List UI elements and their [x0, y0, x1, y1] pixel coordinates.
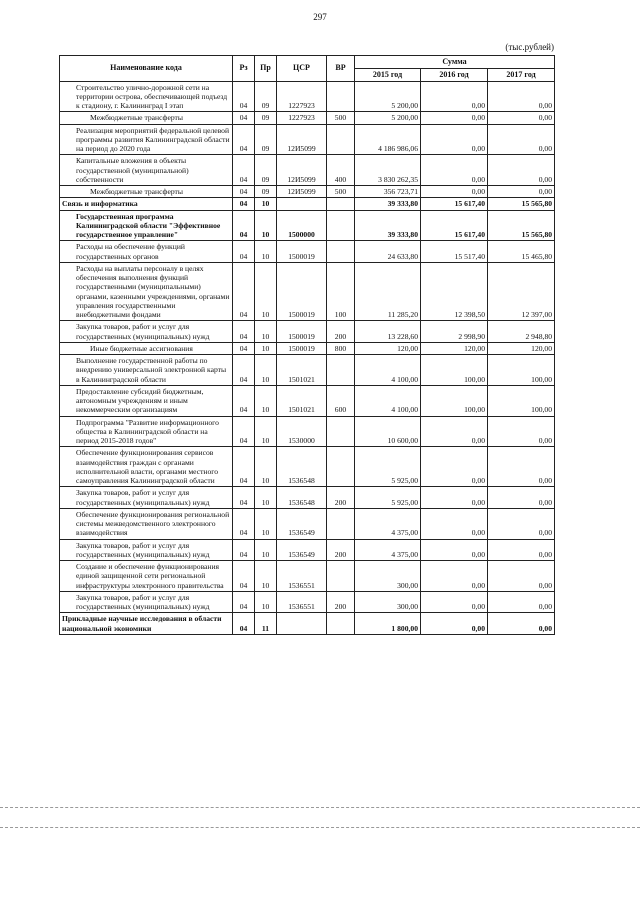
row-2015: 4 186 986,06 [355, 124, 421, 155]
row-pr: 10 [255, 198, 277, 210]
row-2015: 39 333,80 [355, 210, 421, 241]
row-rz: 04 [233, 508, 255, 539]
header-2016: 2016 год [421, 68, 488, 81]
row-2016: 0,00 [421, 539, 488, 561]
table-row [60, 508, 555, 539]
row-pr: 09 [255, 124, 277, 155]
row-name: Закупка товаров, работ и услуг для государственных (муниципальных) нужд [60, 591, 233, 613]
row-vr: 500 [327, 112, 355, 124]
header-sum: Сумма [355, 56, 555, 69]
row-rz: 04 [233, 198, 255, 210]
row-vr [327, 124, 355, 155]
row-csr: 1500000 [277, 210, 327, 241]
row-csr: 1536551 [277, 591, 327, 613]
row-2017: 100,00 [488, 355, 555, 386]
header-2015: 2015 год [355, 68, 421, 81]
row-pr: 10 [255, 539, 277, 561]
row-rz: 04 [233, 321, 255, 343]
row-name: Создание и обеспечение функционирования единой защищенной сети региональной инфраструктуры электронного правительства [60, 561, 233, 592]
table-row [60, 155, 555, 186]
row-pr: 10 [255, 210, 277, 241]
row-rz: 04 [233, 561, 255, 592]
header-pr: Пр [255, 56, 277, 82]
row-vr: 200 [327, 591, 355, 613]
row-csr: 1536548 [277, 487, 327, 509]
row-pr: 10 [255, 355, 277, 386]
row-pr: 10 [255, 342, 277, 354]
row-2016: 0,00 [421, 561, 488, 592]
row-2015: 300,00 [355, 561, 421, 592]
row-rz: 04 [233, 210, 255, 241]
row-2015: 5 925,00 [355, 447, 421, 487]
row-pr: 10 [255, 262, 277, 321]
fold-line [0, 827, 640, 828]
row-csr: 1536551 [277, 561, 327, 592]
row-2016: 0,00 [421, 591, 488, 613]
row-2017: 0,00 [488, 539, 555, 561]
row-2016: 0,00 [421, 124, 488, 155]
row-rz: 04 [233, 342, 255, 354]
row-csr: 1500019 [277, 321, 327, 343]
row-2017: 12 397,00 [488, 262, 555, 321]
row-2016: 2 998,90 [421, 321, 488, 343]
row-pr: 10 [255, 487, 277, 509]
row-2015: 39 333,80 [355, 198, 421, 210]
table-row [60, 262, 555, 321]
row-vr [327, 241, 355, 263]
row-csr [277, 613, 327, 635]
row-2016: 120,00 [421, 342, 488, 354]
row-rz: 04 [233, 262, 255, 321]
row-vr: 200 [327, 321, 355, 343]
row-2017: 0,00 [488, 508, 555, 539]
row-name: Расходы на обеспечение функций государственных органов [60, 241, 233, 263]
header-name: Наименование кода [60, 56, 233, 82]
row-pr: 09 [255, 112, 277, 124]
row-name: Межбюджетные трансферты [60, 112, 233, 124]
row-rz: 04 [233, 155, 255, 186]
row-vr [327, 447, 355, 487]
row-vr [327, 355, 355, 386]
table-row [60, 241, 555, 263]
row-vr [327, 81, 355, 112]
row-vr: 200 [327, 539, 355, 561]
table-row [60, 561, 555, 592]
row-csr: 1500019 [277, 241, 327, 263]
row-2016: 0,00 [421, 508, 488, 539]
row-2017: 0,00 [488, 561, 555, 592]
row-2016: 15 617,40 [421, 198, 488, 210]
row-2016: 0,00 [421, 112, 488, 124]
row-2015: 4 100,00 [355, 385, 421, 416]
row-2017: 0,00 [488, 613, 555, 635]
row-2015: 120,00 [355, 342, 421, 354]
page-number: 297 [313, 12, 327, 22]
row-rz: 04 [233, 385, 255, 416]
row-csr: 1227923 [277, 81, 327, 112]
row-name: Прикладные научные исследования в области национальной экономики [60, 613, 233, 635]
row-rz: 04 [233, 539, 255, 561]
row-rz: 04 [233, 186, 255, 198]
row-2016: 100,00 [421, 385, 488, 416]
row-2016: 0,00 [421, 81, 488, 112]
row-name: Закупка товаров, работ и услуг для государственных (муниципальных) нужд [60, 321, 233, 343]
row-2016: 0,00 [421, 447, 488, 487]
row-csr: 1536549 [277, 539, 327, 561]
row-2015: 5 200,00 [355, 81, 421, 112]
row-2017: 15 465,80 [488, 241, 555, 263]
table-row [60, 447, 555, 487]
row-2015: 300,00 [355, 591, 421, 613]
row-2016: 0,00 [421, 613, 488, 635]
row-csr: 1227923 [277, 112, 327, 124]
row-name: Подпрограмма "Развитие информационного общества в Калининградской области на период 2015-2018 годов" [60, 416, 233, 447]
table-row [60, 355, 555, 386]
row-csr: 1500019 [277, 262, 327, 321]
row-vr: 800 [327, 342, 355, 354]
header-rz: Рз [233, 56, 255, 82]
row-vr [327, 561, 355, 592]
row-rz: 04 [233, 124, 255, 155]
row-2016: 0,00 [421, 416, 488, 447]
table-row [60, 112, 555, 124]
row-2017: 100,00 [488, 385, 555, 416]
row-2017: 15 565,80 [488, 198, 555, 210]
row-vr [327, 508, 355, 539]
header-vr: ВР [327, 56, 355, 82]
row-2017: 0,00 [488, 487, 555, 509]
fold-line [0, 807, 640, 808]
row-csr: 12И5099 [277, 155, 327, 186]
table-row [60, 613, 555, 635]
row-name: Закупка товаров, работ и услуг для государственных (муниципальных) нужд [60, 487, 233, 509]
row-2015: 1 800,00 [355, 613, 421, 635]
row-vr: 600 [327, 385, 355, 416]
table-row [60, 198, 555, 210]
row-name: Иные бюджетные ассигнования [60, 342, 233, 354]
table-row [60, 487, 555, 509]
row-csr: 1530000 [277, 416, 327, 447]
row-2015: 5 200,00 [355, 112, 421, 124]
table-row [60, 186, 555, 198]
row-pr: 10 [255, 447, 277, 487]
row-vr [327, 613, 355, 635]
row-pr: 10 [255, 321, 277, 343]
row-vr: 200 [327, 487, 355, 509]
row-vr [327, 210, 355, 241]
row-csr: 1501021 [277, 355, 327, 386]
row-2015: 4 375,00 [355, 508, 421, 539]
row-2016: 15 517,40 [421, 241, 488, 263]
budget-table [59, 55, 555, 635]
row-pr: 10 [255, 416, 277, 447]
row-name: Закупка товаров, работ и услуг для государственных (муниципальных) нужд [60, 539, 233, 561]
row-2017: 0,00 [488, 416, 555, 447]
row-pr: 11 [255, 613, 277, 635]
row-vr [327, 198, 355, 210]
row-2015: 356 723,71 [355, 186, 421, 198]
row-2017: 0,00 [488, 112, 555, 124]
row-name: Связь и информатика [60, 198, 233, 210]
row-pr: 09 [255, 155, 277, 186]
row-rz: 04 [233, 591, 255, 613]
row-pr: 10 [255, 508, 277, 539]
row-2016: 12 398,50 [421, 262, 488, 321]
row-2017: 2 948,80 [488, 321, 555, 343]
table-row [60, 591, 555, 613]
units-label: (тыс.рублей) [505, 42, 554, 52]
row-2015: 24 633,80 [355, 241, 421, 263]
row-2016: 100,00 [421, 355, 488, 386]
row-name: Межбюджетные трансферты [60, 186, 233, 198]
row-rz: 04 [233, 81, 255, 112]
table-row [60, 81, 555, 112]
row-rz: 04 [233, 487, 255, 509]
row-2017: 15 565,80 [488, 210, 555, 241]
row-rz: 04 [233, 613, 255, 635]
row-2017: 120,00 [488, 342, 555, 354]
row-pr: 09 [255, 186, 277, 198]
row-2015: 3 830 262,35 [355, 155, 421, 186]
row-2016: 0,00 [421, 186, 488, 198]
row-csr [277, 198, 327, 210]
row-2015: 13 228,60 [355, 321, 421, 343]
row-name: Строительство улично-дорожной сети на территории острова, обеспечивающей подъезд к стадиону, г. Калининград I этап [60, 81, 233, 112]
row-csr: 12И5099 [277, 124, 327, 155]
row-name: Расходы на выплаты персоналу в целях обеспечения выполнения функций государственными (муниципальными) органами, казенными учреждениями, органами управления государственными внебюджетными фондами [60, 262, 233, 321]
row-rz: 04 [233, 355, 255, 386]
row-csr: 12И5099 [277, 186, 327, 198]
row-rz: 04 [233, 112, 255, 124]
row-rz: 04 [233, 241, 255, 263]
row-name: Государственная программа Калининградской области "Эффективное государственное управление" [60, 210, 233, 241]
row-name: Предоставление субсидий бюджетным, автономным учреждениям и иным некоммерческим организациям [60, 385, 233, 416]
row-2016: 0,00 [421, 487, 488, 509]
row-csr: 1536548 [277, 447, 327, 487]
row-2017: 0,00 [488, 81, 555, 112]
row-vr: 400 [327, 155, 355, 186]
table-row [60, 210, 555, 241]
row-2015: 4 100,00 [355, 355, 421, 386]
table-row [60, 124, 555, 155]
row-name: Обеспечение функционирования региональной системы межведомственного электронного взаимодействия [60, 508, 233, 539]
row-pr: 10 [255, 241, 277, 263]
row-csr: 1501021 [277, 385, 327, 416]
row-name: Реализация мероприятий федеральной целевой программы развития Калининградской области на период до 2020 года [60, 124, 233, 155]
header-csr: ЦСР [277, 56, 327, 82]
row-pr: 10 [255, 591, 277, 613]
row-csr: 1536549 [277, 508, 327, 539]
row-vr [327, 416, 355, 447]
row-2016: 0,00 [421, 155, 488, 186]
row-2017: 0,00 [488, 591, 555, 613]
row-pr: 10 [255, 385, 277, 416]
row-2017: 0,00 [488, 124, 555, 155]
row-rz: 04 [233, 447, 255, 487]
row-name: Выполнение государственной работы по внедрению универсальной электронной карты в Калининградской области [60, 355, 233, 386]
table-row [60, 342, 555, 354]
table-row [60, 539, 555, 561]
row-2015: 4 375,00 [355, 539, 421, 561]
table-body [60, 81, 555, 634]
row-vr: 500 [327, 186, 355, 198]
table-row [60, 321, 555, 343]
row-csr: 1500019 [277, 342, 327, 354]
row-rz: 04 [233, 416, 255, 447]
row-pr: 09 [255, 81, 277, 112]
row-2015: 11 285,20 [355, 262, 421, 321]
row-2015: 10 600,00 [355, 416, 421, 447]
header-2017: 2017 год [488, 68, 555, 81]
row-vr: 100 [327, 262, 355, 321]
row-2017: 0,00 [488, 447, 555, 487]
row-2015: 5 925,00 [355, 487, 421, 509]
row-2017: 0,00 [488, 186, 555, 198]
row-pr: 10 [255, 561, 277, 592]
row-2017: 0,00 [488, 155, 555, 186]
row-name: Обеспечение функционирования сервисов взаимодействия граждан с органами исполнительной власти, органами местного самоуправления Калининградской области [60, 447, 233, 487]
row-2016: 15 617,40 [421, 210, 488, 241]
table-row [60, 385, 555, 416]
table-row [60, 416, 555, 447]
row-name: Капитальные вложения в объекты государственной (муниципальной) собственности [60, 155, 233, 186]
